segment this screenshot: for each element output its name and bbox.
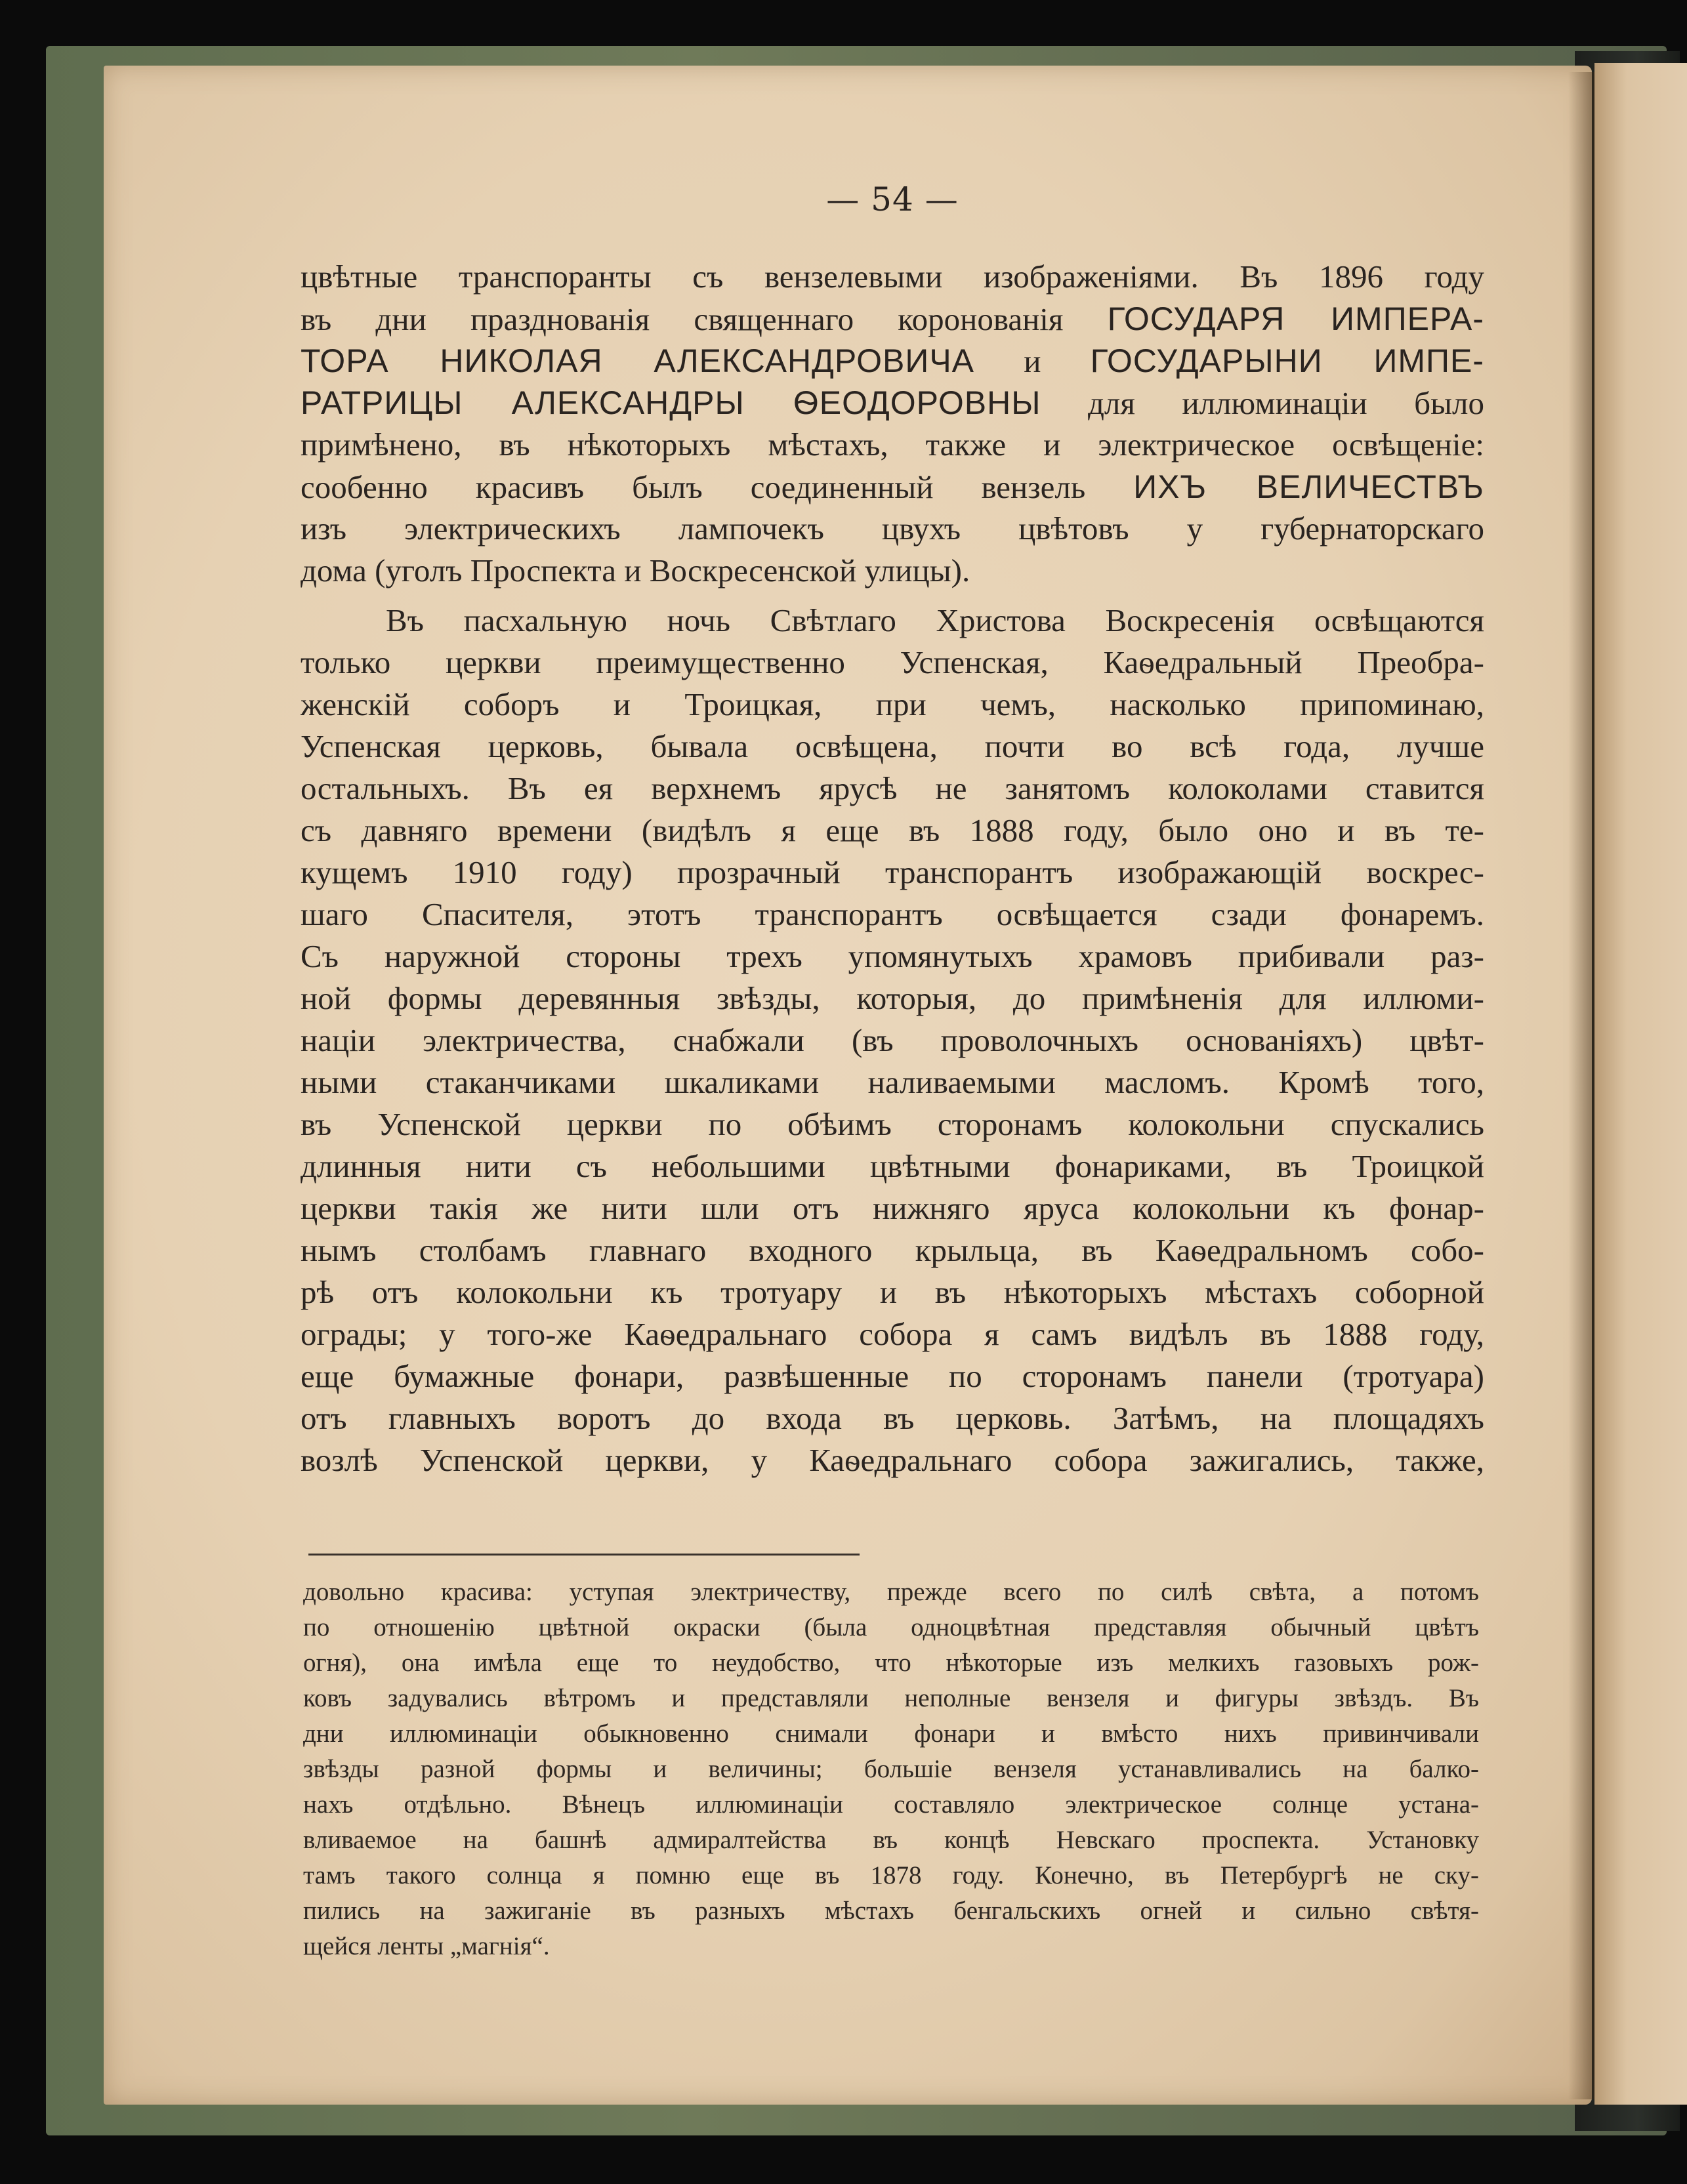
text-fragment: въ дни празднованія священнаго коронованія	[301, 301, 1108, 337]
text-line: женскій соборъ и Троицкая, при чемъ, насколько припоминаю,	[301, 686, 1484, 722]
footnote-divider	[308, 1554, 860, 1556]
text-fragment: для иллюминаціи было	[1041, 385, 1484, 421]
footnote-line: ковъ задувались вѣтромъ и представляли неполные вензеля и фигуры звѣздъ. Въ	[303, 1684, 1479, 1712]
text-line	[301, 382, 1484, 424]
footnote-line: огня), она имѣла еще то неудобство, что нѣкоторые изъ мелкихъ газовыхъ рож-	[303, 1649, 1479, 1677]
text-line	[301, 298, 1484, 340]
text-line: примѣнено, въ нѣкоторыхъ мѣстахъ, также и электрическое освѣщеніе:	[301, 426, 1484, 463]
text-line: церкви такія же нити шли отъ нижняго яруса колокольни къ фонар-	[301, 1190, 1484, 1226]
footnote-line: дни иллюминаціи обыкновенно снимали фонари и вмѣсто нихъ привинчивали	[303, 1720, 1479, 1748]
text-line	[301, 340, 1484, 382]
text-line: съ давняго времени (видѣлъ я еще въ 1888 году, было оно и въ те-	[301, 812, 1484, 848]
footnote	[303, 1575, 1479, 1964]
text-line: нымъ столбамъ главнаго входного крыльца, въ Каѳедральномъ собо-	[301, 1232, 1484, 1268]
text-fragment: и	[974, 343, 1091, 379]
text-line: Съ наружной стороны трехъ упомянутыхъ храмовъ прибивали раз-	[301, 938, 1484, 974]
emphasized-name: ТОРА НИКОЛАЯ АЛЕКСАНДРОВИЧА	[301, 342, 975, 379]
text-line: націи электричества, снабжали (въ проволочныхъ основаніяхъ) цвѣт-	[301, 1022, 1484, 1058]
text-line: еще бумажные фонари, развѣшенные по сторонамъ панели (тротуара)	[301, 1358, 1484, 1394]
emphasized-name: ГОСУДАРЫНИ ИМПЕ-	[1090, 342, 1484, 379]
emphasized-name: ИХЪ ВЕЛИЧЕСТВЪ	[1133, 468, 1484, 505]
page-number: — 54 —	[826, 180, 959, 218]
footnote-line: щейся ленты „магнія“.	[303, 1932, 550, 1960]
text-fragment: сообенно красивъ былъ соединенный вензель	[301, 469, 1134, 505]
text-line: дома (уголъ Проспекта и Воскресенской улицы).	[301, 552, 970, 588]
text-line: ной формы деревянныя звѣзды, которыя, до примѣненія для иллюми-	[301, 980, 1484, 1016]
text-line: Успенская церковь, бывала освѣщена, почти во всѣ года, лучше	[301, 728, 1484, 764]
page-gutter-shadow	[1568, 72, 1594, 2099]
text-line: отъ главныхъ воротъ до входа въ церковь. Затѣмъ, на площадяхъ	[301, 1400, 1484, 1436]
footnote-line: нахъ отдѣльно. Вѣнецъ иллюминаціи составляло электрическое солнце устана-	[303, 1790, 1479, 1819]
text-line: шаго Спасителя, этотъ транспорантъ освѣщается сзади фонаремъ.	[301, 896, 1484, 932]
text-line: остальныхъ. Въ ея верхнемъ ярусѣ не занятомъ колоколами ставится	[301, 770, 1484, 806]
text-line: Въ пасхальную ночь Свѣтлаго Христова Воскресенія освѣщаются	[386, 602, 1484, 638]
footnote-line: вливаемое на башнѣ адмиралтейства въ концѣ Невскаго проспекта. Установку	[303, 1826, 1479, 1854]
text-line: ограды; у того-же Каѳедральнаго собора я самъ видѣлъ въ 1888 году,	[301, 1316, 1484, 1352]
text-line: ными стаканчиками шкаликами наливаемыми масломъ. Кромѣ того,	[301, 1064, 1484, 1100]
text-line: возлѣ Успенской церкви, у Каѳедральнаго собора зажигались, также,	[301, 1442, 1484, 1478]
emphasized-name: ГОСУДАРЯ ИМПЕРА-	[1107, 300, 1484, 337]
text-line: рѣ отъ колокольни къ тротуару и въ нѣкоторыхъ мѣстахъ соборной	[301, 1274, 1484, 1310]
footnote-line: довольно красива: уступая электричеству, прежде всего по силѣ свѣта, а потомъ	[303, 1578, 1479, 1606]
main-text	[301, 256, 1484, 1481]
text-line: кущемъ 1910 году) прозрачный транспорантъ изображающій воскрес-	[301, 854, 1484, 890]
text-line: цвѣтные транспоранты съ вензелевыми изображеніями. Въ 1896 году	[301, 258, 1484, 295]
emphasized-name: РАТРИЦЫ АЛЕКСАНДРЫ ѲЕОДОРОВНЫ	[301, 384, 1041, 421]
facing-page-edge	[1594, 63, 1687, 2105]
text-line: въ Успенской церкви по обѣимъ сторонамъ колокольни спускались	[301, 1106, 1484, 1142]
text-line: изъ электрическихъ лампочекъ цвухъ цвѣтовъ у губернаторскаго	[301, 510, 1484, 546]
footnote-line: пились на зажиганіе въ разныхъ мѣстахъ бенгальскихъ огней и сильно свѣтя-	[303, 1897, 1479, 1925]
footnote-line: звѣзды разной формы и величины; большіе вензеля устанавливались на балко-	[303, 1755, 1479, 1783]
footnote-line: по отношенію цвѣтной окраски (была одноцвѣтная представляя обычный цвѣтъ	[303, 1613, 1479, 1641]
text-line: только церкви преимущественно Успенская, Каѳедральный Преобра-	[301, 644, 1484, 680]
text-line	[301, 466, 1484, 508]
paragraph-gap	[301, 592, 1484, 600]
text-line: длинныя нити съ небольшими цвѣтными фонариками, въ Троицкой	[301, 1148, 1484, 1184]
footnote-line: тамъ такого солнца я помню еще въ 1878 году. Конечно, въ Петербургѣ не ску-	[303, 1861, 1479, 1889]
